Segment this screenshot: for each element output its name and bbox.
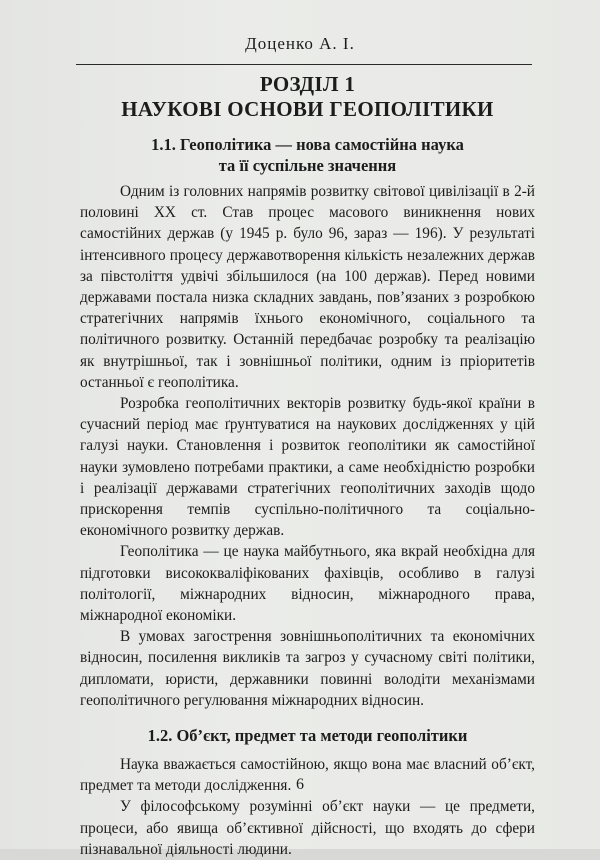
chapter-heading (80, 72, 535, 122)
chapter-number: РОЗДІЛ 1 (259, 72, 356, 96)
paragraph: Одним із головних напрямів розвитку світової цивілізації в 2-й половині XX ст. Став процес масового виникнення нових самостійних держав (у 1945 р. було 96, зараз — 196). У результаті інтенсивного процесу державотворення кількість незалежних держав за півстоліття удвічі збільшилося (на 100 держав). Перед новими державами постала низка складних завдань, пов’язаних з розробкою стратегічних напрямів їхнього економічного, соціального та політичного розвитку. Останній передбачає розробку та реалізацію як внутрішньої, так і зовнішньої політики, одним із пріоритетів останньої є геополітика. (80, 183, 535, 391)
running-head: Доценко А. І. (245, 34, 355, 53)
paragraph: В умовах загострення зовнішньополітичних та економічних відносин, посилення викликів та загроз у сучасному світі політики, дипломати, юристи, державники повинні володіти механізмами геополітичного регулювання міжнародних відносин. (80, 628, 535, 709)
section-1-title-line1: 1.1. Геополітика — нова самостійна наука (151, 135, 464, 154)
section-1-title-line2: та її суспільне значення (218, 156, 397, 175)
paragraph: Наука вважається самостійною, якщо вона має власний об’єкт, предмет та методи дослідження. (80, 756, 535, 795)
section-1-heading (80, 134, 535, 176)
page-number: 6 (296, 776, 304, 793)
header-rule (76, 64, 532, 65)
paragraph: У філософському розумінні об’єкт науки — це предмети, процеси, або явища об’єктивної дійсності, що входять до сфери пізнавальної діяльності людини. (80, 798, 535, 858)
page-content (80, 72, 535, 860)
paragraph: Геополітика — це наука майбутнього, яка вкрай необхідна для підготовки висококваліфікованих фахівців, особливо в галузі політології, міжнародних відносин, міжнародного права, міжнародної економіки. (80, 543, 535, 625)
paragraph: Розробка геополітичних векторів розвитку будь-якої країни в сучасний період має ґрунтуватися на наукових дослідженнях у цій галузі науки. Становлення і розвиток геополітики як самостійної науки зумовлено потребами практики, а саме необхідністю розробки і реалізації державами стратегічних геополітичних заходів щодо прискорення темпів суспільно-політичного та соціально-економічного розвитку держав. (80, 395, 535, 540)
section-2-heading: 1.2. Об’єкт, предмет та методи геополітики (147, 726, 468, 746)
chapter-title: НАУКОВІ ОСНОВИ ГЕОПОЛІТИКИ (121, 97, 494, 121)
